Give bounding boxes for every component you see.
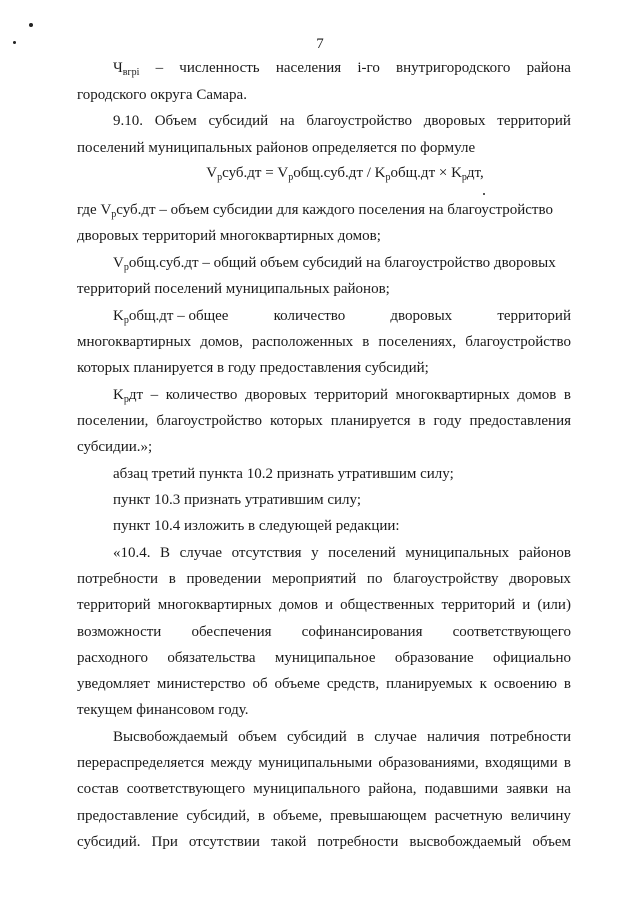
word: населения	[275, 60, 342, 76]
text-line: субсидий. При отсутствии такой потребности высвобождаемый объем	[77, 834, 571, 850]
text-line: абзац третий пункта 10.2 признать утратившим силу;	[113, 466, 454, 482]
word: $Ч_{вгрi}$	[113, 60, 140, 78]
text-line: поселений муниципальных районов определяется по формуле	[77, 140, 476, 156]
text-line: уведомляет министерство об объеме средств, планируемых к освоению в	[77, 676, 571, 692]
word: района	[526, 60, 571, 76]
text-line: многоквартирных домов, расположенных в поселениях, благоустройство	[77, 334, 571, 350]
word: количество	[273, 308, 346, 324]
text-line: поселении, благоустройство которых планируется в году предоставления	[77, 413, 571, 429]
text-line: текущем финансовом году.	[77, 702, 249, 718]
text-line: территорий поселений муниципальных районов;	[77, 281, 390, 297]
word: благоустройство	[306, 113, 413, 129]
text-line: субсидии.»;	[77, 439, 153, 455]
word: $K_рдт$	[113, 387, 144, 405]
text-line: $K_рдт$ – количество дворовых территорий многоквартирных домов в	[113, 387, 571, 405]
text-line: где $V_рсуб.дт$ – объем субсидии для каждого поселения на благоустройство	[77, 202, 553, 220]
text-line: которых планируется в году предоставления субсидий;	[77, 360, 429, 376]
text-line: потребности в проведении мероприятий по благоустройству дворовых	[77, 571, 571, 587]
word: численность	[179, 60, 260, 76]
text-line	[113, 59, 571, 77]
text-line: расходного обязательства муниципальное образование официально	[77, 650, 571, 666]
text-line	[113, 307, 571, 325]
word: 9.10.	[113, 113, 143, 129]
formula: $V_рсуб.дт = V_робщ.суб.дт / K_робщ.дт \times K_рдт$,	[206, 165, 484, 183]
word: внутригородского	[396, 60, 511, 76]
word: территорий	[497, 308, 571, 324]
word: на	[279, 113, 295, 129]
word: дворовых	[423, 113, 486, 129]
text-line: $V_робщ.суб.дт$ – общий объем субсидий на благоустройство дворовых	[113, 255, 556, 273]
text-line: территорий многоквартирных домов и общественных территорий и (или)	[77, 597, 571, 613]
page-number: 7	[316, 36, 324, 52]
text-line: состав соответствующего муниципального района, подавшими заявки на	[77, 781, 571, 797]
word: субсидий	[208, 113, 269, 129]
word: $K_робщ.дт$ – общее	[113, 308, 229, 326]
word: –	[155, 60, 164, 76]
text-line: возможности обеспечения софинансирования соответствующего	[77, 624, 571, 640]
word: территорий	[497, 113, 571, 129]
text-line: пункт 10.3 признать утратившим силу;	[113, 492, 362, 508]
word: i-го	[357, 60, 380, 76]
text-line: перераспределяется между муниципальными образованиями, входящими в	[77, 755, 571, 771]
word: дворовых	[390, 308, 453, 324]
text-line: предоставление субсидий, в объеме, превышающем расчетную величину	[77, 808, 571, 824]
text-line	[113, 112, 571, 130]
text-line: Высвобождаемый объем субсидий в случае наличия потребности	[113, 729, 571, 745]
word: Объем	[154, 113, 197, 129]
text-line: городского округа Самара.	[77, 87, 247, 103]
scan-speck	[29, 23, 33, 27]
scan-speck	[483, 193, 485, 195]
text-line: пункт 10.4 изложить в следующей редакции:	[113, 518, 400, 534]
text-line: «10.4. В случае отсутствия у поселений муниципальных районов	[113, 545, 571, 561]
text-line: дворовых территорий многоквартирных домов;	[77, 228, 381, 244]
